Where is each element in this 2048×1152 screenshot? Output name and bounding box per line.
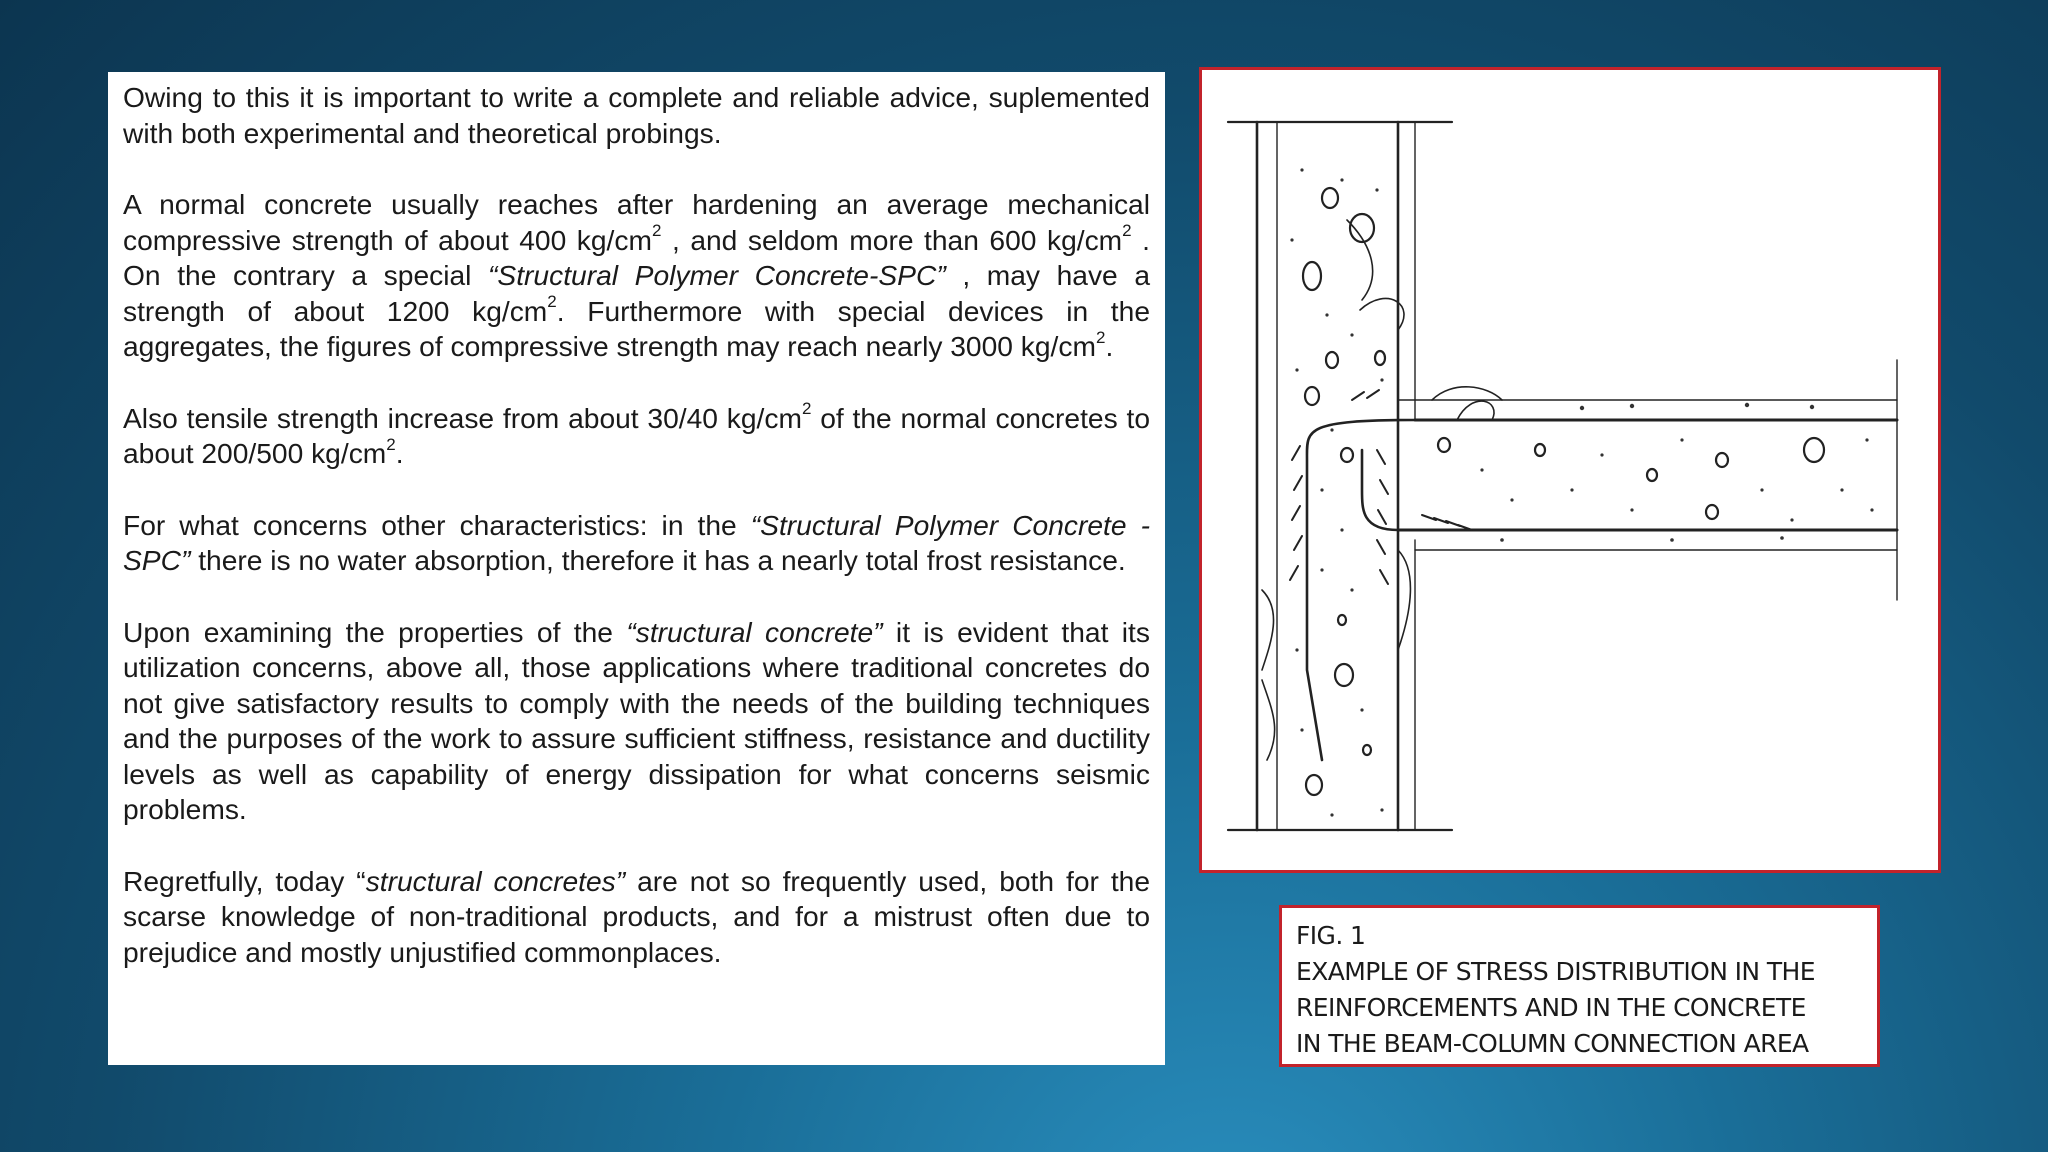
paragraph-3: Also tensile strength increase from about 30/40 $kg/cm^2$ of the normal concretes to about 200/500 $kg/cm^2$. (123, 399, 1150, 469)
paragraph-5: Upon examining the properties of the “structural concrete” it is evident that its utilization concerns, above all, those applications where traditional concretes do not give satisfactory results to comply with the needs of the building techniques and the purposes of the work to assure sufficient stiffness, resistance and ductility levels as well as capability of energy dissipation for what concerns seismic problems. (123, 615, 1150, 825)
caption-line: IN THE BEAM-COLUMN CONNECTION AREA (1296, 1029, 1809, 1058)
paragraph-4: For what concerns other characteristics: in the “Structural Polymer Concrete - SPC” there is no water absorption, therefore it has a nearly total frost resistance. (123, 508, 1150, 576)
paragraph-6: Regretfully, today “structural concretes” are not so frequently used, both for the scarse knowledge of non-traditional products, and for a mistrust often due to prejudice and mostly unjustified commonplaces. (123, 864, 1150, 968)
caption-line: EXAMPLE OF STRESS DISTRIBUTION IN THE (1296, 957, 1815, 986)
beam-column-figure (1199, 67, 1941, 873)
caption-fig-number: FIG. 1 (1296, 921, 1366, 950)
paragraph-2: A normal concrete usually reaches after hardening an average mechanical compressive strength of about 400 $kg/cm^2$ , and seldom more than 600 $kg/cm^2$ . On the contrary a special “Structural Polymer Concrete-SPC” , may have a strength of about 1200 $kg/cm^2$. Furthermore with special devices in the aggregates, the figures of compressive strength may reach nearly 3000 $kg/cm^2$. (123, 188, 1151, 362)
body-text-panel (108, 72, 1165, 1065)
beam-column-drawing (1202, 70, 1938, 870)
figure-caption (1279, 905, 1880, 1067)
caption-line: REINFORCEMENTS AND IN THE CONCRETE (1296, 993, 1806, 1022)
paragraph-1: Owing to this it is important to write a complete and reliable advice, suplemented with both experimental and theoretical probings. (123, 81, 1150, 149)
